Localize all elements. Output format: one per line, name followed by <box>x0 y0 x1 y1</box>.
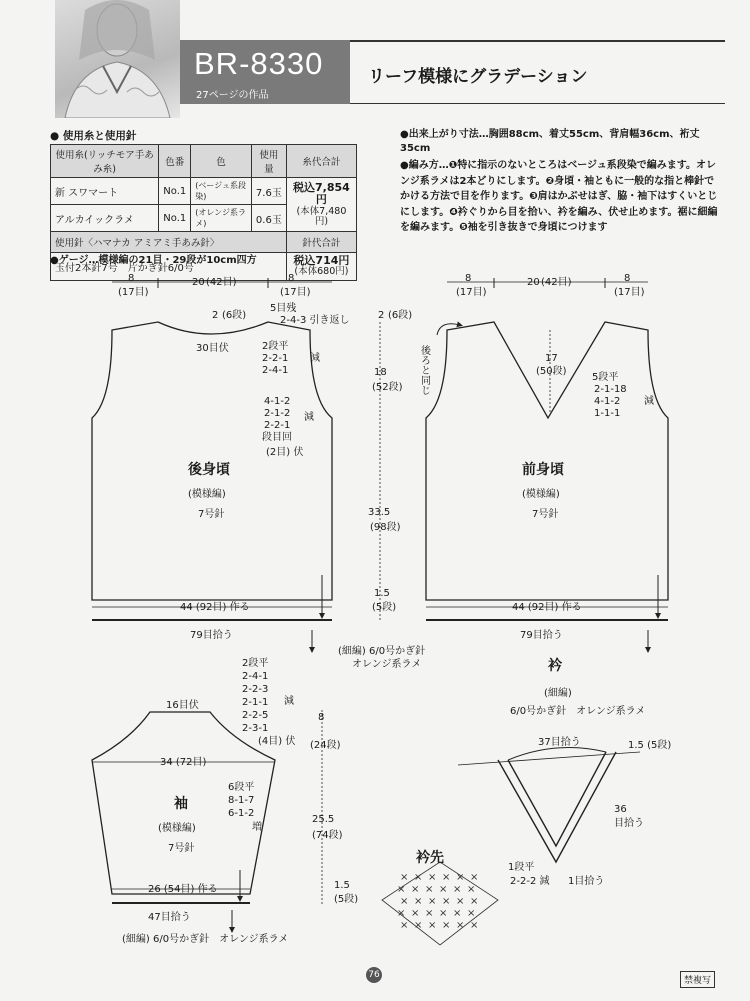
collar-inner <box>508 752 606 846</box>
crochet-stitch-mark: × <box>397 884 406 895</box>
sleeve-inc-3: 6-1-2 <box>228 808 255 819</box>
back-h-8: (5段) <box>372 602 397 613</box>
front-v-1: 17 <box>545 353 558 364</box>
front-pickup: 79目拾う <box>520 630 563 641</box>
front-body-diagram <box>419 273 669 650</box>
sleeve-inc-4: 増 <box>252 822 262 833</box>
sleeve-cap-1: 2段平 <box>242 658 269 669</box>
needle-total-base: (本体680円) <box>294 266 349 278</box>
materials-heading-text: 使用糸と使用針 <box>62 130 137 142</box>
yarn-color: (ベージュ系段染) <box>191 178 252 205</box>
crochet-stitch-mark: × <box>453 908 462 919</box>
sleeve-h-4: (74段) <box>312 830 343 841</box>
col-total: 糸代合計 <box>286 145 356 178</box>
back-shape2-3: 2-2-1 <box>264 420 291 431</box>
crochet-stitch-mark: × <box>428 872 437 883</box>
collar-center: 1目拾う <box>568 876 605 887</box>
hem-note-2: オレンジ系ラメ <box>352 659 422 670</box>
sleeve-needle: 7号針 <box>168 843 195 854</box>
collar-tip-chart <box>382 862 498 945</box>
gauge-text: ●ゲージ…模様編の21目・29段が10cm四方 <box>50 255 257 266</box>
needle-header: 使用針〈ハマナカ アミアミ手あみ針〉 <box>51 232 287 253</box>
front-needle: 7号針 <box>532 509 559 520</box>
front-same-note: 後ろと同じ <box>418 345 430 395</box>
hem-note-1: (細編) 6/0号かぎ針 <box>338 646 426 657</box>
crochet-stitch-mark: × <box>467 884 476 895</box>
collar-name: 衿 <box>548 658 562 674</box>
copy-prohibited-stamp: 禁複写 <box>680 971 715 988</box>
sleeve-cap-7: (4目) 伏 <box>258 736 296 747</box>
crochet-stitch-mark: × <box>414 896 423 907</box>
page-reference: 27ページの作品 <box>196 90 269 101</box>
back-h-3: 18 <box>374 367 387 378</box>
front-vs-1: 5段平 <box>592 372 619 383</box>
crochet-stitch-mark: × <box>439 908 448 919</box>
crochet-stitch-mark: × <box>470 896 479 907</box>
sleeve-width: 34 (72目) <box>160 757 207 768</box>
crochet-stitch-mark: × <box>428 896 437 907</box>
back-shape2-2: 2-1-2 <box>264 408 291 419</box>
sleeve-inc-1: 6段平 <box>228 782 255 793</box>
materials-heading: ● 使用糸と使用針 <box>50 130 137 142</box>
back-top-4: (42目) <box>206 277 237 288</box>
back-neck-2: (6段) <box>222 310 247 321</box>
sleeve-cap-2: 2-4-1 <box>242 671 269 682</box>
yarn-color: (オレンジ系ラメ) <box>191 205 252 232</box>
back-shape2-5: (2目) 伏 <box>266 447 304 458</box>
back-h-1: 2 <box>378 310 385 321</box>
back-pickup: 79目拾う <box>190 630 233 641</box>
back-h-5: 33.5 <box>368 507 391 518</box>
col-no: 色番 <box>159 145 191 178</box>
back-neck-3: 5目残 <box>270 303 297 314</box>
sleeve-cap-6: 2-3-1 <box>242 723 269 734</box>
back-shape1-2: 2-2-1 <box>262 353 289 364</box>
collar-dec-2: 2-2-2 減 <box>510 876 550 887</box>
pattern-title: リーフ模様にグラデーション <box>368 67 588 87</box>
crochet-stitch-mark: × <box>411 908 420 919</box>
sleeve-diagram <box>92 657 358 945</box>
sleeve-h-5: 1.5 <box>334 880 350 891</box>
yarn-name: 新 スワマート <box>51 178 159 205</box>
yarn-total-base: (本体7,480円) <box>296 205 347 227</box>
sleeve-bottom: 26 (54目) 作る <box>148 884 218 895</box>
back-h-4: (52段) <box>372 382 403 393</box>
back-shape2-4: 段目回 <box>262 432 292 443</box>
crochet-stitch-mark: × <box>400 896 409 907</box>
front-top-5: 8 <box>624 273 631 284</box>
pattern-code: BR-8330 <box>194 46 324 81</box>
sleeve-cap-8: 減 <box>284 696 294 707</box>
crochet-stitch-mark: × <box>397 908 406 919</box>
front-vs-5: 減 <box>644 396 654 407</box>
back-stitch: (模様編) <box>188 489 226 500</box>
finished-size: ●出来上がり寸法…胸囲88cm、着丈55cm、背肩幅36cm、裄丈35cm <box>400 129 700 154</box>
sleeve-note: (細編) 6/0号かぎ針 オレンジ系ラメ <box>122 934 289 945</box>
front-name: 前身頃 <box>522 462 564 478</box>
back-top-2: (17目) <box>118 287 149 298</box>
front-v-2: (50段) <box>536 366 567 377</box>
crochet-stitch-mark: × <box>414 920 423 931</box>
crochet-stitch-mark: × <box>456 920 465 931</box>
front-top-1: 8 <box>465 273 472 284</box>
crochet-stitch-mark: × <box>442 920 451 931</box>
back-shape1-1: 2段平 <box>262 341 289 352</box>
sleeve-cap-4: 2-1-1 <box>242 697 269 708</box>
collar-back-pick: 37目拾う <box>538 737 581 748</box>
collar-tip-label: 衿先 <box>416 850 444 866</box>
back-shape1-4: 減 <box>310 353 320 364</box>
front-top-4: (42目) <box>541 277 572 288</box>
front-top-2: (17目) <box>456 287 487 298</box>
sleeve-pickup: 47目拾う <box>148 912 191 923</box>
front-top-6: (17目) <box>614 287 645 298</box>
yarn-name: アルカイックラメ <box>51 205 159 232</box>
page-number: 76 <box>366 967 382 983</box>
crochet-stitch-mark: × <box>425 908 434 919</box>
collar-note: 6/0号かぎ針 オレンジ系ラメ <box>510 706 646 717</box>
sleeve-cap-3: 2-2-3 <box>242 684 269 695</box>
sleeve-name: 袖 <box>174 796 188 812</box>
front-vs-2: 2-1-18 <box>594 384 627 395</box>
collar-side-1: 36 <box>614 804 627 815</box>
yarn-no: No.1 <box>159 205 191 232</box>
sleeve-top: 16目伏 <box>166 700 199 711</box>
yarn-amount: 7.6玉 <box>251 178 286 205</box>
crochet-stitch-mark: × <box>470 872 479 883</box>
crochet-stitch-mark: × <box>425 884 434 895</box>
back-neck-1: 2 <box>212 310 219 321</box>
front-stitch: (模様編) <box>522 489 560 500</box>
front-vs-3: 4-1-2 <box>594 396 621 407</box>
col-amount: 使用量 <box>251 145 286 178</box>
sleeve-h-1: 8 <box>318 712 325 723</box>
crochet-stitch-mark: × <box>470 920 479 931</box>
crochet-stitch-mark: × <box>400 872 409 883</box>
sleeve-h-2: (24段) <box>310 740 341 751</box>
collar-diagram <box>382 657 671 945</box>
collar-stitch: (細編) <box>544 688 572 699</box>
yarn-amount: 0.6玉 <box>251 205 286 232</box>
back-body-diagram <box>92 273 412 650</box>
back-needle: 7号針 <box>198 509 225 520</box>
needle-total-price: 税込714円 <box>293 254 350 267</box>
back-top-5: 8 <box>288 273 295 284</box>
col-color: 色 <box>191 145 252 178</box>
front-vs-4: 1-1-1 <box>594 408 621 419</box>
crochet-stitch-mark: × <box>442 896 451 907</box>
back-h-7: 1.5 <box>374 588 390 599</box>
yarn-no: No.1 <box>159 178 191 205</box>
yarn-total-price: 税込7,854円 <box>293 180 350 207</box>
back-body-outline <box>92 322 332 600</box>
sleeve-h-3: 25.5 <box>312 814 335 825</box>
crochet-stitch-mark: × <box>414 872 423 883</box>
front-bottom: 44 (92目) 作る <box>512 602 582 613</box>
crochet-stitch-mark: × <box>456 872 465 883</box>
back-h-6: (98段) <box>370 522 401 533</box>
crochet-stitch-mark: × <box>428 920 437 931</box>
collar-dec-1: 1段平 <box>508 862 535 873</box>
sleeve-inc-2: 8-1-7 <box>228 795 255 806</box>
back-shape2-6: 減 <box>304 412 314 423</box>
back-bottom: 44 (92目) 作る <box>180 602 250 613</box>
back-top-6: (17目) <box>280 287 311 298</box>
sleeve-stitch: (模様編) <box>158 823 196 834</box>
col-yarn: 使用糸(リッチモア手あみ糸) <box>51 145 159 178</box>
front-top-3: 20 <box>527 277 540 288</box>
sleeve-cap-5: 2-2-5 <box>242 710 269 721</box>
back-top-1: 8 <box>128 273 135 284</box>
back-shape1-3: 2-4-1 <box>262 365 289 376</box>
knitting-method: ●編み方…❶特に指示のないところはベージュ系段染で編みます。オレンジ系ラメは2本どりにします。❷身頃・袖ともに一般的な指と棒針でかける方法で目を作ります。❸肩はかぶせはぎ、脇・袖下はすくいとじにします。❹衿ぐりから目を拾い、衿を編み、伏せ止めます。裾に細編を編みます。❺袖を引き抜きで身頃につけます <box>400 160 718 233</box>
crochet-stitch-mark: × <box>456 896 465 907</box>
collar-depth: 1.5 (5段) <box>628 740 672 751</box>
needle-list: 玉付2本針7号 片かぎ針6/0号 <box>51 253 287 281</box>
crochet-stitch-mark: × <box>442 872 451 883</box>
back-top-3: 20 <box>192 277 205 288</box>
back-h-2: (6段) <box>388 310 413 321</box>
back-neck-5: 30目伏 <box>196 343 229 354</box>
crochet-stitch-mark: × <box>453 884 462 895</box>
needle-total-header: 針代合計 <box>286 232 356 253</box>
crochet-stitch-mark: × <box>439 884 448 895</box>
crochet-stitch-mark: × <box>467 908 476 919</box>
crochet-stitch-mark: × <box>411 884 420 895</box>
back-neck-4: 2-4-3 引き返し <box>280 315 350 326</box>
back-name: 後身頃 <box>188 462 230 478</box>
back-shape2-1: 4-1-2 <box>264 396 291 407</box>
collar-side-2: 目拾う <box>614 818 644 829</box>
crochet-stitch-mark: × <box>400 920 409 931</box>
sleeve-h-6: (5段) <box>334 894 359 905</box>
